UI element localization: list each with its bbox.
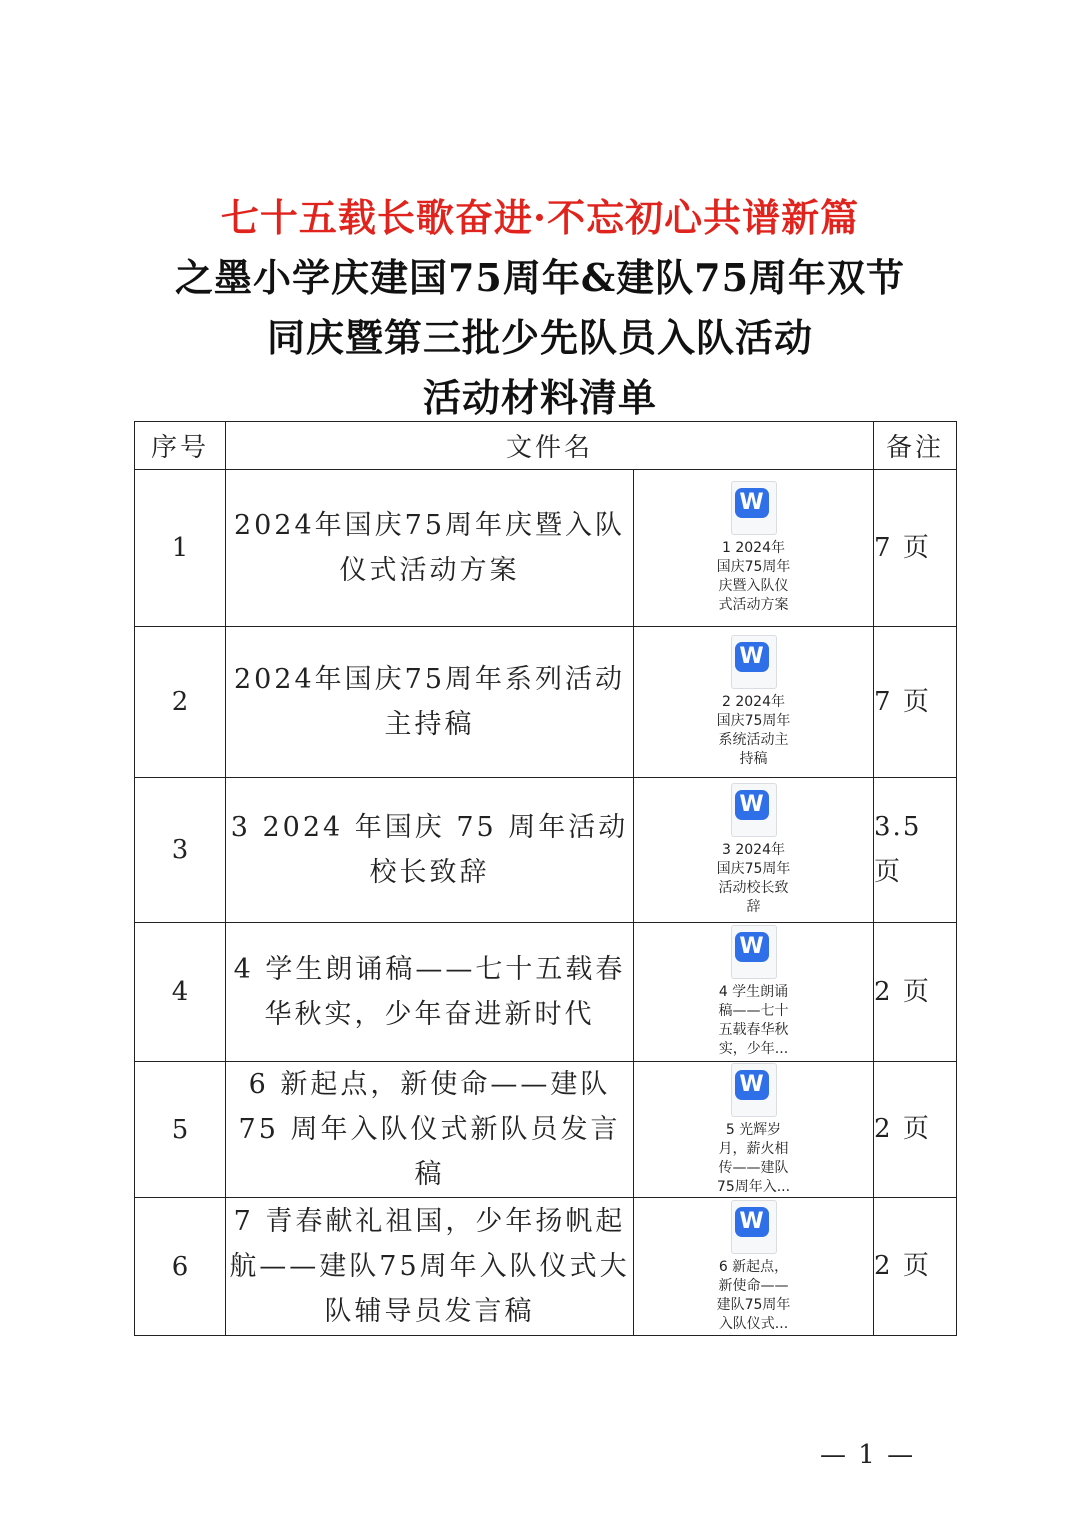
wps-word-doc-icon[interactable]: W	[731, 1063, 777, 1117]
row-file-name: 2024年国庆75周年系列活动主持稿	[226, 627, 634, 778]
attached-file[interactable]	[634, 778, 874, 923]
wps-word-doc-icon[interactable]: W	[731, 481, 777, 535]
wps-word-doc-icon[interactable]: W	[731, 925, 777, 979]
row-note: 7 页	[874, 627, 957, 778]
row-index: 5	[135, 1062, 226, 1198]
attached-file-label[interactable]: 4 学生朗诵 稿——七十 五载春华秋 实，少年...	[718, 984, 789, 1057]
table-row	[135, 923, 957, 1062]
row-index: 1	[135, 470, 226, 627]
attached-file[interactable]	[634, 1198, 874, 1336]
attached-file[interactable]	[634, 1062, 874, 1198]
title-block	[0, 188, 1080, 428]
row-note: 3.5 页	[874, 778, 957, 923]
row-index: 3	[135, 778, 226, 923]
wps-word-doc-icon[interactable]: W	[731, 783, 777, 837]
row-file-name: 7 青春献礼祖国，少年扬帆起航——建队75周年入队仪式大队辅导员发言稿	[226, 1198, 634, 1336]
table-header-row	[135, 422, 957, 470]
attached-file-label[interactable]: 3 2024年 国庆75周年 活动校长致 辞	[716, 842, 791, 915]
row-file-name: 2024年国庆75周年庆暨入队仪式活动方案	[226, 470, 634, 627]
header-file-name: 文件名	[226, 422, 874, 470]
wps-word-doc-icon[interactable]: W	[731, 1200, 777, 1254]
wps-word-doc-icon[interactable]: W	[731, 635, 777, 689]
row-index: 4	[135, 923, 226, 1062]
attached-file-label[interactable]: 5 光辉岁 月，薪火相 传——建队 75周年入...	[716, 1121, 791, 1195]
page-number: — 1 —	[820, 1440, 916, 1470]
row-note: 7 页	[874, 470, 957, 627]
attached-file-label[interactable]: 6 新起点， 新使命—— 建队75周年 入队仪式...	[716, 1258, 791, 1332]
attached-file[interactable]	[634, 470, 874, 627]
row-index: 2	[135, 627, 226, 778]
title-line-1: 七十五载长歌奋进·不忘初心共谱新篇	[220, 195, 860, 240]
title-line-2: 之墨小学庆建国75周年&建队75周年双节	[174, 255, 906, 300]
row-note: 2 页	[874, 1198, 957, 1336]
materials-table	[134, 421, 957, 1336]
row-index: 6	[135, 1198, 226, 1336]
title-line-3: 同庆暨第三批少先队员入队活动	[266, 315, 813, 360]
row-note: 2 页	[874, 1062, 957, 1198]
attached-file[interactable]	[634, 923, 874, 1062]
header-index: 序号	[135, 422, 226, 470]
row-note: 2 页	[874, 923, 957, 1062]
table-row	[135, 470, 957, 627]
attached-file-label[interactable]: 1 2024年 国庆75周年 庆暨入队仪 式活动方案	[716, 540, 791, 613]
title-line-4: 活动材料清单	[422, 375, 657, 420]
table-row	[135, 1198, 957, 1336]
row-file-name: 6 新起点，新使命——建队 75 周年入队仪式新队员发言稿	[226, 1062, 634, 1198]
row-file-name: 4 学生朗诵稿——七十五载春华秋实，少年奋进新时代	[226, 923, 634, 1062]
table-row	[135, 778, 957, 923]
row-file-name: 3 2024 年国庆 75 周年活动校长致辞	[226, 778, 634, 923]
attached-file[interactable]	[634, 627, 874, 778]
table-row	[135, 1062, 957, 1198]
header-note: 备注	[874, 422, 957, 470]
attached-file-label[interactable]: 2 2024年 国庆75周年 系统活动主 持稿	[716, 694, 791, 767]
table-row	[135, 627, 957, 778]
